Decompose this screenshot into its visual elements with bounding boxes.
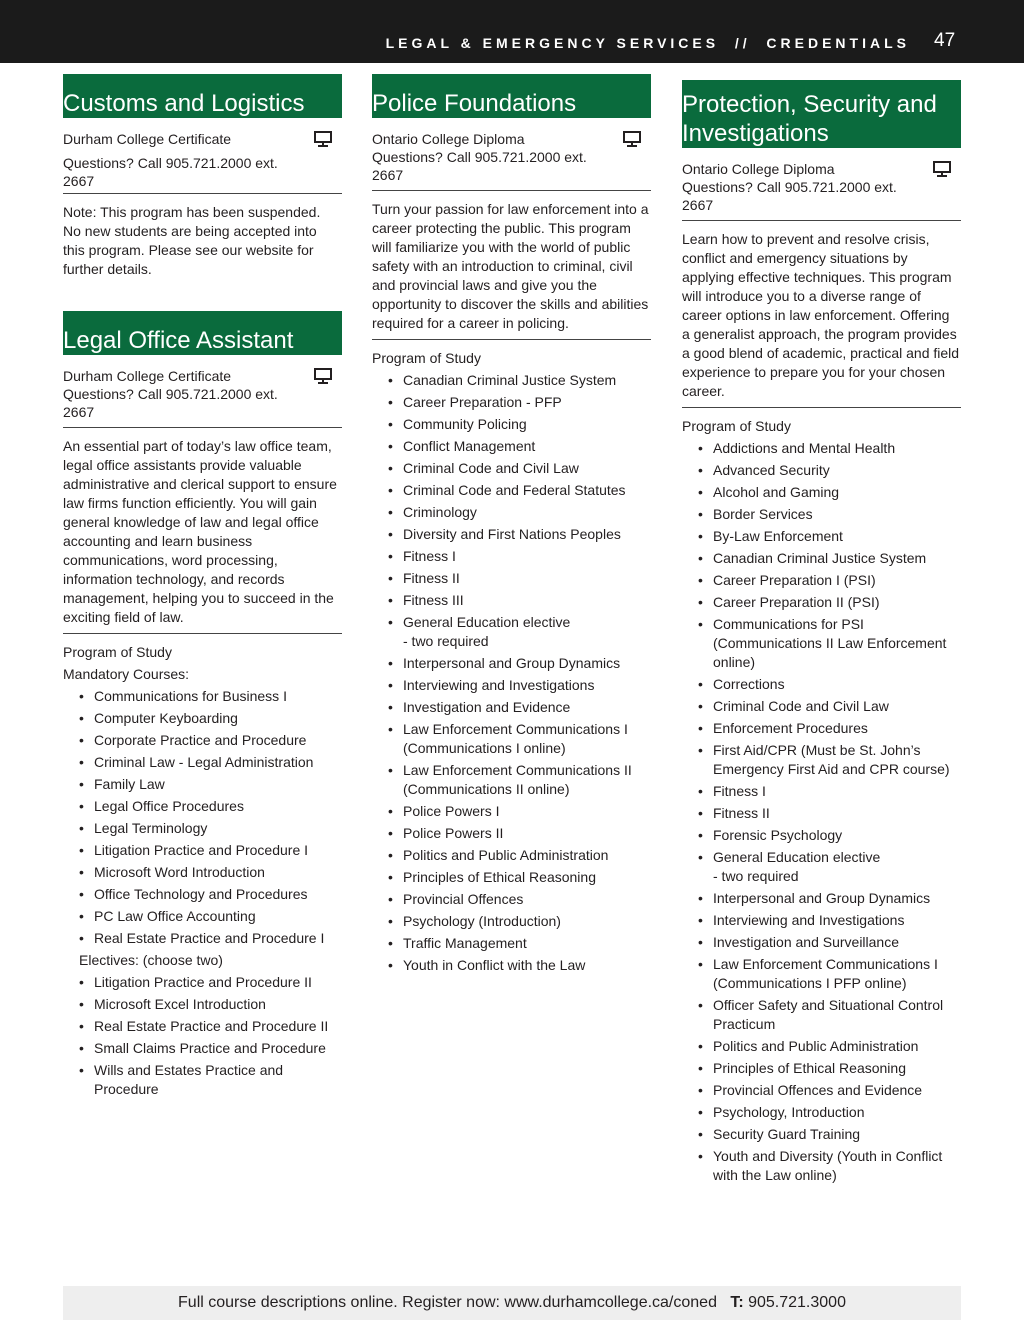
divider [63, 193, 342, 194]
course-item: • Microsoft Excel Introduction [63, 995, 342, 1014]
course-note: with the Law online) [713, 1167, 837, 1183]
divider [63, 427, 342, 428]
credential: Durham College Certificate [63, 368, 232, 384]
header-bar [0, 0, 1024, 63]
course-item: • Career Preparation II (PSI) [682, 593, 961, 612]
course-item: • Advanced Security [682, 461, 961, 480]
monitor-icon [933, 161, 951, 177]
program-title-line: Protection, Security and [682, 91, 937, 118]
course-item: • Computer Keyboarding [63, 709, 342, 728]
course-item: • Diversity and First Nations Peoples [372, 525, 651, 544]
course-item [682, 1147, 961, 1185]
course-item: • Career Preparation I (PSI) [682, 571, 961, 590]
course-item: • Traffic Management [372, 934, 651, 953]
course-item: • Psychology, Introduction [682, 1103, 961, 1122]
course-list [682, 439, 961, 1185]
course-item: • Criminal Code and Civil Law [682, 697, 961, 716]
course-item: • Fitness I [372, 547, 651, 566]
course-item: • Microsoft Word Introduction [63, 863, 342, 882]
course-item: • Communications for Business I [63, 687, 342, 706]
course-item: • Corrections [682, 675, 961, 694]
column-3 [682, 80, 961, 1188]
course-note: - two required [713, 868, 799, 884]
course-item: • Principles of Ethical Reasoning [682, 1059, 961, 1078]
credential: Ontario College Diploma [682, 161, 835, 177]
footer-phone: 905.721.3000 [748, 1294, 846, 1311]
program-description: An essential part of today’s law office team, legal office assistants provide valuable administrative and clerical support to ensure law firms function efficiently. You will gain general knowledge of law and legal office accounting and learn business communications, word processing, information technology, and records management, helping you to succeed in the exciting field of law. [63, 438, 337, 625]
course-name: General Education elective [403, 614, 571, 630]
course-item: • Interviewing and Investigations [372, 676, 651, 695]
course-item [682, 848, 961, 886]
course-item: • Canadian Criminal Justice System [682, 549, 961, 568]
course-item: • Politics and Public Administration [372, 846, 651, 865]
divider [682, 220, 961, 221]
divider [682, 407, 961, 408]
course-item: • Criminology [372, 503, 651, 522]
course-name: Officer Safety and Situational Control [713, 997, 944, 1013]
program-description: Turn your passion for law enforcement into a career protecting the public. This program will familiarize you with the world of public safety with an introduction to criminal, civil and provincial laws and give you the opportunity to discover the skills and abilities required for a career in policing. [372, 201, 649, 331]
course-note: (Communications II Law Enforcement [713, 635, 947, 651]
course-item [682, 741, 961, 779]
contact-phone: Questions? Call 905.721.2000 ext. 2667 [63, 155, 278, 189]
program-police-foundations [372, 74, 651, 975]
credential: Ontario College Diploma [372, 131, 525, 147]
course-note: (Communications I PFP online) [713, 975, 907, 991]
mandatory-course-list [63, 687, 342, 948]
course-item: • Criminal Code and Civil Law [372, 459, 651, 478]
course-item: • Interpersonal and Group Dynamics [682, 889, 961, 908]
course-item: • Interpersonal and Group Dynamics [372, 654, 651, 673]
credential: Durham College Certificate [63, 131, 232, 147]
course-item: • Fitness I [682, 782, 961, 801]
course-name: Law Enforcement Communications II [403, 762, 632, 778]
course-item: • Investigation and Surveillance [682, 933, 961, 952]
course-name: General Education elective [713, 849, 881, 865]
course-item: • Interviewing and Investigations [682, 911, 961, 930]
course-note: Emergency First Aid and CPR course) [713, 761, 950, 777]
program-customs-logistics [63, 74, 342, 279]
footer-text: Full course descriptions online. Register now: www.durhamcollege.ca/coned [178, 1294, 717, 1311]
program-legal-office-assistant [63, 311, 342, 1099]
program-title: Legal Office Assistant [63, 311, 342, 355]
course-item: • Provincial Offences [372, 890, 651, 909]
elective-course-list [63, 973, 342, 1099]
column-1 [63, 74, 342, 1102]
course-item [372, 761, 651, 799]
footer-banner [63, 1286, 961, 1320]
program-of-study-label: Program of Study [63, 644, 172, 660]
mandatory-courses-label: Mandatory Courses: [63, 666, 190, 682]
program-of-study-label: Program of Study [372, 350, 481, 366]
course-item: • Legal Office Procedures [63, 797, 342, 816]
divider [372, 190, 651, 191]
course-item: • Forensic Psychology [682, 826, 961, 845]
course-item: • Family Law [63, 775, 342, 794]
course-item: • Conflict Management [372, 437, 651, 456]
course-item: • Investigation and Evidence [372, 698, 651, 717]
course-item: • Small Claims Practice and Procedure [63, 1039, 342, 1058]
column-2 [372, 74, 651, 978]
contact-phone: Questions? Call 905.721.2000 ext. 2667 [372, 149, 587, 183]
course-list [372, 371, 651, 975]
course-item: • Career Preparation - PFP [372, 393, 651, 412]
monitor-icon [623, 131, 641, 147]
program-description: Learn how to prevent and resolve crisis, conflict and emergency situations by applying effective techniques. This program will introduce you to a diverse range of career options in law enforcement. Offering a generalist approach, the program provides a good blend of academic, practical and field experience to prepare you for your chosen career. [682, 231, 960, 399]
program-title [682, 80, 961, 148]
course-item: • Youth in Conflict with the Law [372, 956, 651, 975]
course-name: Law Enforcement Communications I [713, 956, 938, 972]
course-note: Practicum [713, 1016, 776, 1032]
course-item: • Legal Terminology [63, 819, 342, 838]
section-title: LEGAL & EMERGENCY SERVICES // CREDENTIALS [385, 35, 910, 51]
divider [63, 633, 342, 634]
course-item: • Border Services [682, 505, 961, 524]
course-item: • Criminal Code and Federal Statutes [372, 481, 651, 500]
course-note: (Communications II online) [403, 781, 570, 797]
course-item: • Politics and Public Administration [682, 1037, 961, 1056]
monitor-icon [314, 131, 332, 147]
program-of-study-label: Program of Study [682, 418, 791, 434]
program-note: Note: This program has been suspended. No new students are being accepted into this program. Please see our website for further details. [63, 204, 321, 277]
program-title: Police Foundations [372, 74, 651, 118]
course-item: • Wills and Estates Practice and Procedure [63, 1061, 342, 1099]
course-note: online) [713, 654, 756, 670]
electives-label: Electives: (choose two) [79, 952, 223, 968]
course-item: • Alcohol and Gaming [682, 483, 961, 502]
course-item: • Enforcement Procedures [682, 719, 961, 738]
course-item: • Criminal Law - Legal Administration [63, 753, 342, 772]
course-item [372, 613, 651, 651]
contact-phone: Questions? Call 905.721.2000 ext. 2667 [682, 179, 897, 213]
course-item [682, 996, 961, 1034]
course-item: • Police Powers II [372, 824, 651, 843]
course-name: Youth and Diversity (Youth in Conflict [713, 1148, 943, 1164]
program-title-line: Investigations [682, 120, 829, 147]
course-item: • Principles of Ethical Reasoning [372, 868, 651, 887]
course-item [372, 720, 651, 758]
course-note: (Communications I online) [403, 740, 566, 756]
course-name: Communications for PSI [713, 616, 864, 632]
course-item [682, 615, 961, 672]
divider [372, 339, 651, 340]
contact-phone: Questions? Call 905.721.2000 ext. 2667 [63, 386, 278, 420]
course-name: First Aid/CPR (Must be St. John’s [713, 742, 921, 758]
course-item [682, 955, 961, 993]
program-protection-security-investigations [682, 80, 961, 1185]
course-item: • Canadian Criminal Justice System [372, 371, 651, 390]
course-item: • Security Guard Training [682, 1125, 961, 1144]
course-item: • Litigation Practice and Procedure I [63, 841, 342, 860]
monitor-icon [314, 368, 332, 384]
course-item: • Provincial Offences and Evidence [682, 1081, 961, 1100]
course-item: • Fitness II [372, 569, 651, 588]
course-item: • Community Policing [372, 415, 651, 434]
phone-label: T: [730, 1294, 744, 1311]
course-item: • Litigation Practice and Procedure II [63, 973, 342, 992]
course-item: • Real Estate Practice and Procedure II [63, 1017, 342, 1036]
course-item: • Fitness III [372, 591, 651, 610]
course-item: • Psychology (Introduction) [372, 912, 651, 931]
course-item: • Police Powers I [372, 802, 651, 821]
course-item: • Real Estate Practice and Procedure I [63, 929, 342, 948]
course-item: • Office Technology and Procedures [63, 885, 342, 904]
course-item: • By-Law Enforcement [682, 527, 961, 546]
course-item: • Addictions and Mental Health [682, 439, 961, 458]
course-item: • Corporate Practice and Procedure [63, 731, 342, 750]
course-note: - two required [403, 633, 489, 649]
page-number: 47 [934, 30, 956, 51]
course-name: Law Enforcement Communications I [403, 721, 628, 737]
program-title: Customs and Logistics [63, 74, 342, 118]
course-item: • Fitness II [682, 804, 961, 823]
course-item: • PC Law Office Accounting [63, 907, 342, 926]
